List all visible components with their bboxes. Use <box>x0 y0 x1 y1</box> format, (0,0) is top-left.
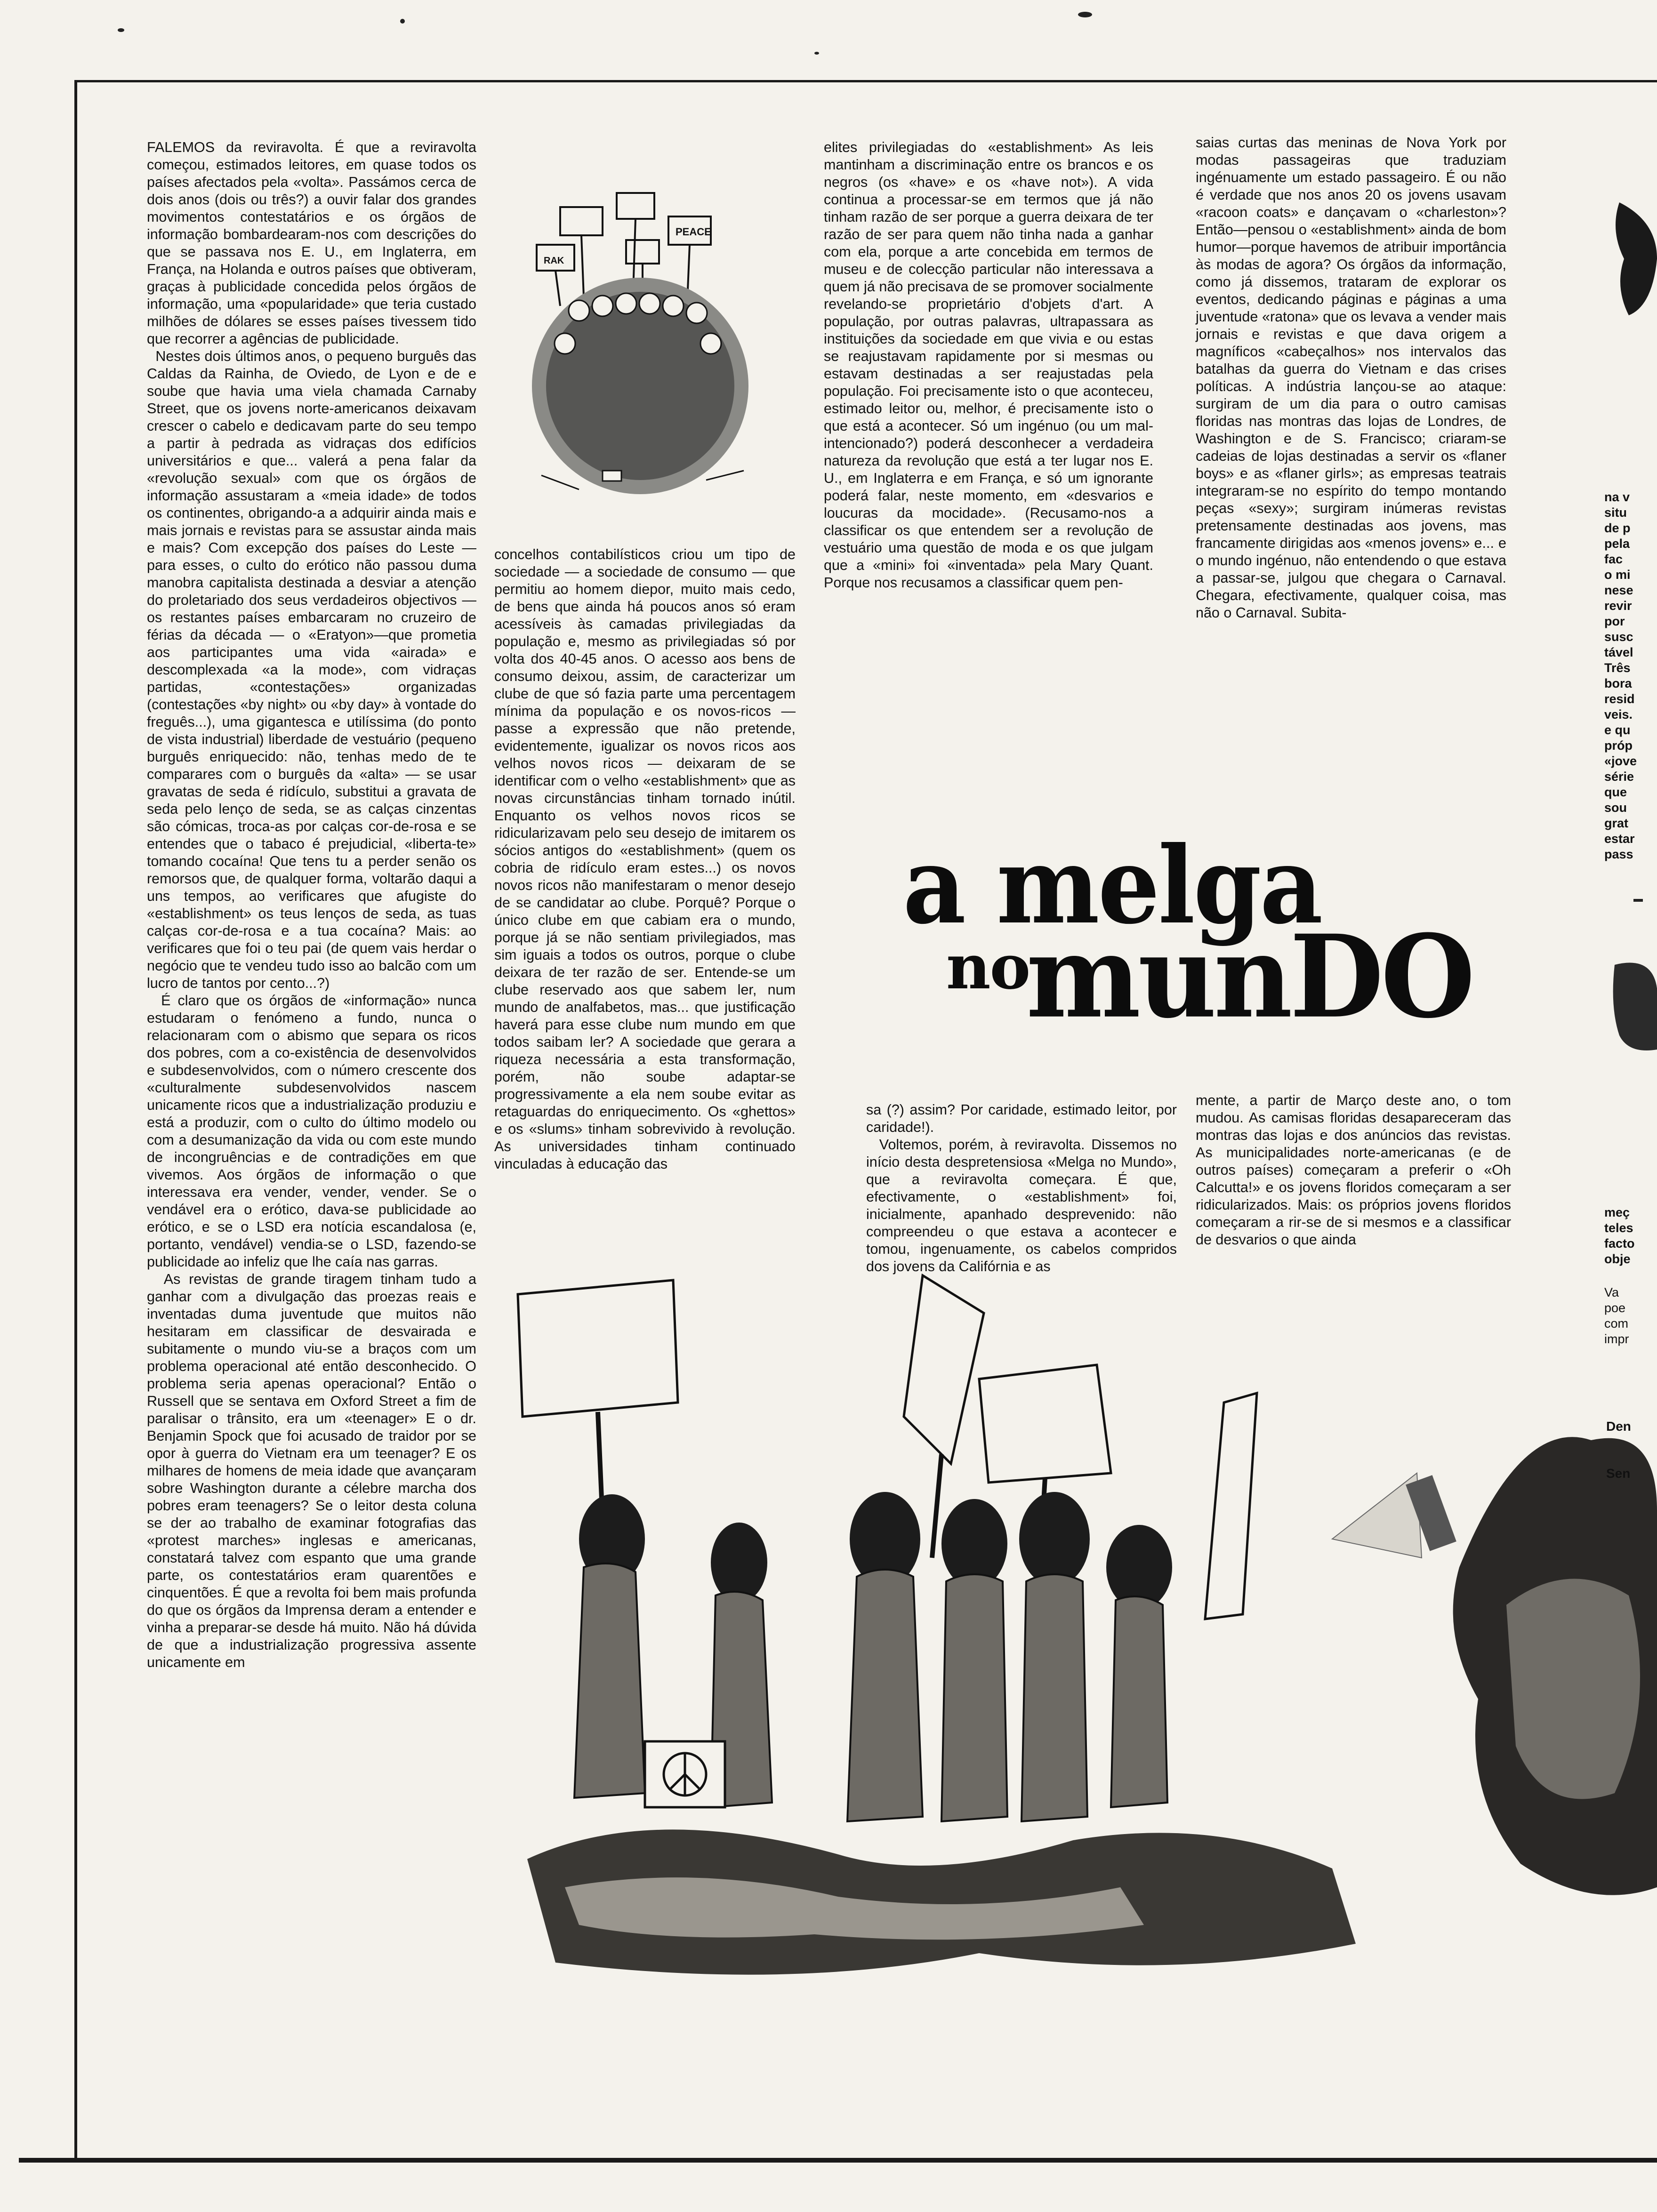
edge-illustration-fragment <box>1591 202 1657 315</box>
article-column-2: concelhos contabilísticos criou um tipo de sociedade — a sociedade de consumo — que permitiu ao homem diepor, muito mais cedo, de bens que ainda há poucos anos só eram acessíveis às camadas privilegiadas da população e, mesmo as privilegiadas só por volta dos 40-45 anos. O acesso aos bens de consumo deixou, assim, de caracterizar um clube de que só fazia parte uma percentagem mínima da população e os novos-ricos — passe a expressão que não pretende, evidentemente, igualizar os novos ricos aos velhos novos ricos — deixaram de se identificar com o velho «establishment» que as novas circunstâncias tinham tornado inútil. Enquanto os velhos novos ricos se ridicularizavam pelo seu desejo de imitarem os sócios antigos do «establishment» (quem os cobria de ridículo eram estes...) os novos novos ricos não manifestaram o menor desejo de se candidatar ao clube. Porquê? Porque o único clube em que cabiam era o mundo, porque já se não sentiam privilegiados, mas sim iguais a todos os outros, porque o clube deixara de ter razão de ser. Entende-se um clube reservado aos que sabem ler, num mundo de analfabetos, mas... que justificação haverá para esse clube num mundo em que todos saibam ler? A sociedade que gerara a riqueza necessária a esta transformação, porém, não soube adaptar-se progressivamente a ela nem soube evitar as retaguardas do enriquecimento. Os «ghettos» e os «slums» tinham sobrevivido à revolução. As universidades tinham continuado vinculadas à educação das <box>494 546 800 1172</box>
scan-speck <box>1078 12 1092 17</box>
adjacent-page-text-fragment: Va poe com impr <box>1604 1285 1629 1346</box>
article-column-3-bottom: sa (?) assim? Por caridade, estimado leitor, por caridade!). Voltemos, porém, à reviravolta. Dissemos no início desta despretensiosa «Melga no Mundo», que a reviravolta começara. É que, efectivamente, o «establishment» foi, inicialmente, apanhado desprevenido: não compreendeu o que estava a acontecer e tomou, ingenuamente, os cabelos compridos dos jovens da Califórnia e as <box>866 1102 1177 1274</box>
protest-crowd-illustration <box>508 188 772 518</box>
sign-text: PEACE <box>676 226 711 238</box>
adjacent-page-text-fragment: meç teles facto obje <box>1604 1205 1635 1266</box>
headline-line-2-small: no <box>946 931 1030 1003</box>
headline-line-1: a melga <box>903 824 1321 948</box>
article-column-4-top: saias curtas das meninas de Nova York por modas passageiras que traduziam ingénuamente um estado passageiro. É ou não é verdade que nos anos 20 os jovens usavam «racoon coats» e dançavam o «charleston»? Então—pensou o «establishment» ainda de bom humor—porque havemos de atribuir importância às modas de agora? Os órgãos da informação, como já dissemos, trataram de explorar os eventos, dedicando páginas e páginas a uma juventude «ratona» que os levava a vender mais jornais e revistas e que dava origem a magníficos «cabeçalhos» nos intervalos das batalhas da guerra do Vietnam e das crises políticas. A indústria lançou-se ao ataque: surgiram de um dia para o outro camisas floridas nas montras das lojas de Londres, de Washington e de S. Francisco; criaram-se cadeias de lojas destinadas a servir os «flaner boys» e as «flaner girls»; as empresas teatrais integraram-se no espírito do tempo montando peças «sexy»; surgiram inúmeras revistas pretensamente destinadas aos jovens, mas francamente dirigidas aos «menos jovens» e... e o mundo ingénuo, não entendendo o que estava a passar-se, julgou que chegara o Carnaval. Chegara, efectivamente, qualquer coisa, mas não o Carnaval. Subita- <box>1196 135 1511 621</box>
scan-speck <box>814 52 819 55</box>
article-column-1: FALEMOS da reviravolta. É que a reviravolta começou, estimados leitores, em quase todos os países afectados pela «volta». Passámos cerca de dois anos (dois ou três?) a ouvir falar dos grandes movimentos contestatários e os órgãos de informação bombardearam-nos com descrições do que se passava nos E. U., em Inglaterra, em França, na Holanda e outros países que obtiveram, graças à publicidade concedida pelos órgãos de informação, uma «popularidade» que teria custado milhões de dólares se esses países tivessem tido que recorrer a agências de publicidade. Nestes dois últimos anos, o pequeno burguês das Caldas da Rainha, de Oviedo, de Lyon e de e soube que havia uma viela chamada Carnaby Street, que os jovens norte-americanos deixavam crescer o cabelo e dedicavam parte do seu tempo a partir à pedrada as vidraças dos edifícios universitários e que... valerá a pena falar da «revolução sexual» com que os órgãos de informação assustaram a «meia idade» de todos os continentes, obrigando-a a adquirir ainda mais e mais jornais e revistas para se assustar ainda mais e mais? Com excepção dos países do Leste — para esses, o culto do erótico não passou duma manobra capitalista destinada a desviar a atenção do proletariado dos seus verdadeiros objectivos — os restantes países embarcaram no cruzeiro de férias da década — o «Eratyon»—que prometia aos participantes uma vida «airada» e descomplexada «a la mode», com vidraças partidas, «contestações» organizadas (contestações «by night» ou «by day» à vontade do freguês...), uma gigantesca e utilíssima (do ponto de vista industrial) liberdade de vestuário (pequeno burguês enriquecido: não, tenhas medo de te comparares com o burguês da «alta» — se usar gravatas de seda é ridículo, substitui a gravata de seda pelo lenço de seda, se as calças cinzentas são cómicas, troca-as por calças cor-de-rosa e se entendes que o tabaco é prejudicial, «liberta-te» tomando cocaína! Que tens tu a perder senão os remorsos que, de qualquer forma, voltarão daqui a uns tempos, ao verificares que afugiste do «establishment» os teus lenços de seda, as tuas calças cor-de-rosa e a tua cocaína? Mais: ao verificares que foi o teu pai (de quem vais herdar o negócio que te vendeu tudo isso ao balcão com um lucro de tantos por cento...?) É claro que os órgãos de «informação» nunca estudaram o fenómeno a fundo, nunca o relacionaram com o abismo que separa os ricos dos pobres, com a co-existência de desenvolvidos e subdesenvolvidos, com o número crescente dos «culturalmente subdesenvolvidos nascem unicamente ricos que a industrialização produziu e está a produzir, com o culto do último modelo ou com a desumanização da vida ou com este mundo de incongruências e de contradições em que vivemos. Aos órgãos de informação o que interessava era vender, vender, vender. Se o vendável era o erótico, dava-se publicidade ao erótico, e se o LSD era notícia escandalosa (e, portanto, vendável) vendia-se o LSD, fazendo-se publicidade ao infeliz que lhe caía nas garras. As revistas de grande tiragem tinham tudo a ganhar com a divulgação das proezas reais e inventadas duma juventude que muitos não hesitaram em classificar de desvairada e subitamente o mundo viu-se a braços com um problema operacional até então desconhecido. O problema seria apenas operacional? Então o Russell que se sentava em Oxford Street a fim de paralisar o trânsito, era um «teenager» E o dr. Benjamin Spock que foi acusado de traidor por se opor à guerra do Vietnam era um teenager? E os milhares de homens de meia idade que avançaram sobre Washington durante a célebre marcha dos pobres eram teenagers? Se o leitor desta coluna se der ao trabalho de examinar fotografias das «protest marches» inglesas e americanas, constatará talvez com espanto que uma grande parte, os contestatários eram quarentões e cinquentões. É que a revolta foi bem mais profunda do que os órgãos da Imprensa deram a entender e vinha a preparar-se desde há muito. Não há dúvida de que a industrialização progressiva assente unicamente em <box>147 139 476 1670</box>
article-column-3-top: elites privilegiadas do «establishment» As leis mantinham a discriminação entre os brancos e os negros (os «have» e os «have not»). A vida continua a processar-se em termos que já não tinham razão de ser porque a guerra deixara de ter razão de ser para quem não tinha nada a ganhar com ela, porque a arte concebida em termos de museu e de colecção particular não interessava a quem já não precisava de se promover socialmente revelando-se proprietário d'objets d'art. A população, por outras palavras, ultrapassara as instituições da sociedade em que vivia e ou estas se reajustavam rapidamente por si mesmas ou estavam destinadas a ser reajustadas pela população. Foi precisamente isto o que aconteceu, estimado leitor ou, melhor, é precisamente isto o que está a acontecer. Só um ingénuo (ou um mal-intencionado?) poderá desconhecer a verdadeira natureza da revolução que está a ter lugar nos E. U., em Inglaterra e em França, e só um ignorante poderá falar, neste momento, em «desvarios e loucuras da mocidade». (Recusamo-nos a classificar os que entendem ser a revolução de vestuário uma questão de moda e os que julgam que a «mini» foi «inventada» pela Mary Quant. Porque nos recusamos a classificar quem pen- <box>824 139 1158 591</box>
sign-text: RAK <box>544 256 564 266</box>
page-frame-top <box>74 80 1657 82</box>
scan-speck <box>400 19 405 24</box>
edge-illustration-fragment <box>1601 894 1657 1073</box>
adjacent-page-text-fragment: na v situ de p pela fac o mi nese revir por susc tável Três bora resid veis. e qu próp «jove série que sou grat estar pass <box>1604 490 1637 861</box>
page-frame-left <box>74 80 77 2160</box>
adjacent-page-word: Den <box>1606 1419 1631 1434</box>
article-column-4-bottom: mente, a partir de Março deste ano, o tom mudou. As camisas floridas desapareceram das montras das lojas e dos anúncios das revistas. As municipalidades norte-americanas (e de outros países) começaram a preferir o «Oh Calcutta!» e os jovens floridos começaram a ser ridicularizados. Mais: os próprios jovens floridos começaram a rir-se de si mesmos e a classificar de desvarios o que ainda <box>1196 1092 1515 1248</box>
scan-speck <box>118 28 124 32</box>
page-frame-bottom <box>19 2158 1657 2163</box>
adjacent-page-word: Sen <box>1606 1466 1631 1481</box>
headline-line-2-large: munDO <box>1026 910 1472 1044</box>
protesters-illustration <box>508 1275 1657 2000</box>
